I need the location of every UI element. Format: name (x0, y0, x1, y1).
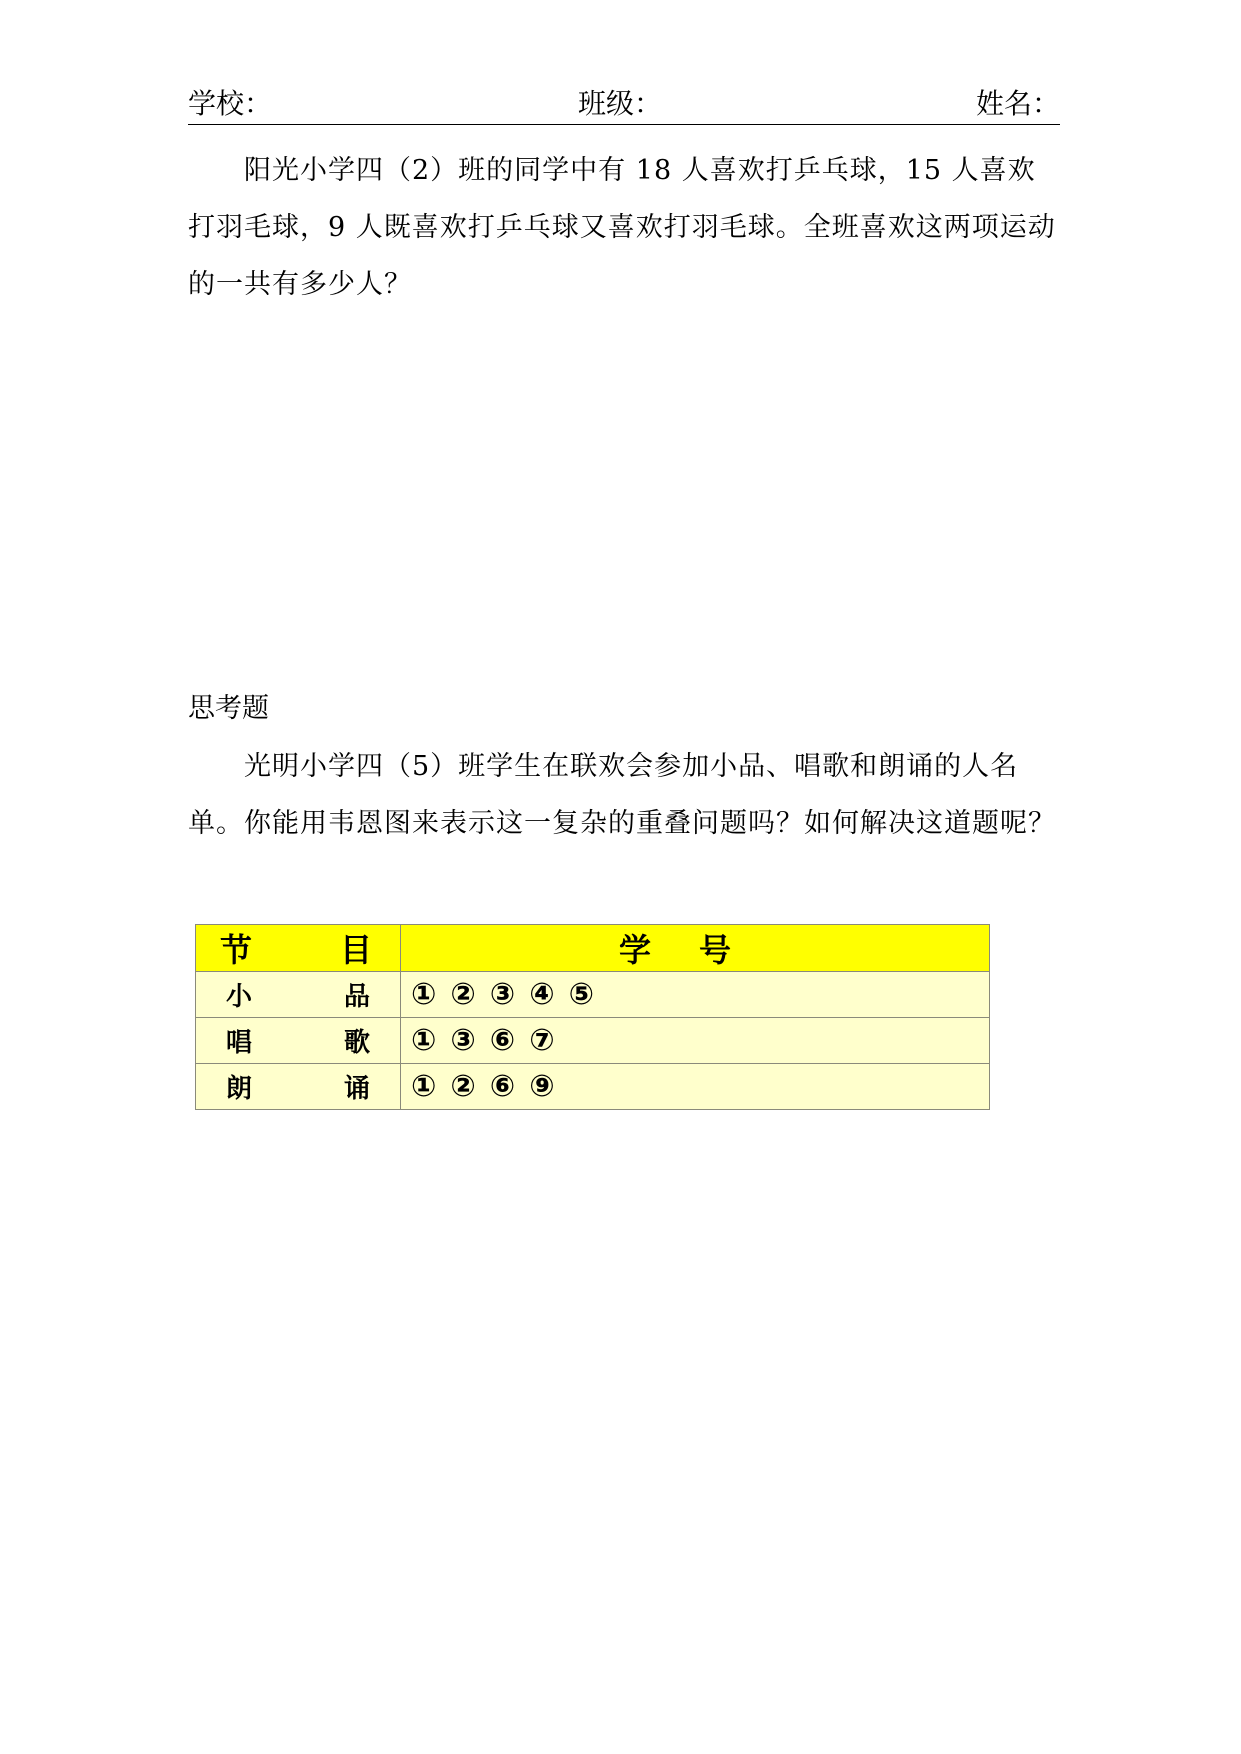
student-numbers: ①③⑥⑦ (411, 1023, 569, 1058)
numbers-cell (401, 972, 990, 1018)
school-label: 学校： (188, 87, 273, 120)
table-header-row (196, 925, 990, 972)
program-char: 品 (343, 982, 370, 1012)
name-label: 姓名： (975, 87, 1060, 120)
program-char: 唱 (226, 1028, 253, 1058)
table-row (196, 972, 990, 1018)
program-cell (196, 1018, 401, 1064)
table-row (196, 1018, 990, 1064)
problem-1-text: 阳光小学四（2）班的同学中有 18 人喜欢打乒乓球，15 人喜欢打羽毛球，9 人既喜欢打乒乓球又喜欢打羽毛球。全班喜欢这两项运动的一共有多少人？ (188, 155, 1056, 300)
program-table (195, 924, 990, 1110)
header-char: 号 (699, 931, 732, 969)
program-cell (196, 972, 401, 1018)
program-cell (196, 1064, 401, 1110)
header-char: 学 (618, 931, 651, 969)
numbers-cell (401, 1064, 990, 1110)
table-row (196, 1064, 990, 1110)
class-label: 班级： (578, 87, 663, 120)
header-cell-student-number (401, 925, 990, 972)
program-char: 朗 (226, 1074, 253, 1104)
section-title: 思考题 (188, 693, 269, 724)
numbers-cell (401, 1018, 990, 1064)
worksheet-header (188, 78, 1060, 125)
program-char: 小 (226, 982, 253, 1012)
header-cell-program (196, 925, 401, 972)
problem-2-text: 光明小学四（5）班学生在联欢会参加小品、唱歌和朗诵的人名单。你能用韦恩图来表示这一复杂的重叠问题吗？如何解决这道题呢？ (188, 751, 1056, 839)
program-char: 诵 (343, 1074, 370, 1104)
header-char: 目 (339, 931, 372, 969)
student-numbers: ①②③④⑤ (411, 977, 609, 1012)
student-numbers: ①②⑥⑨ (411, 1069, 569, 1104)
header-char: 节 (220, 931, 253, 969)
program-char: 歌 (343, 1028, 370, 1058)
